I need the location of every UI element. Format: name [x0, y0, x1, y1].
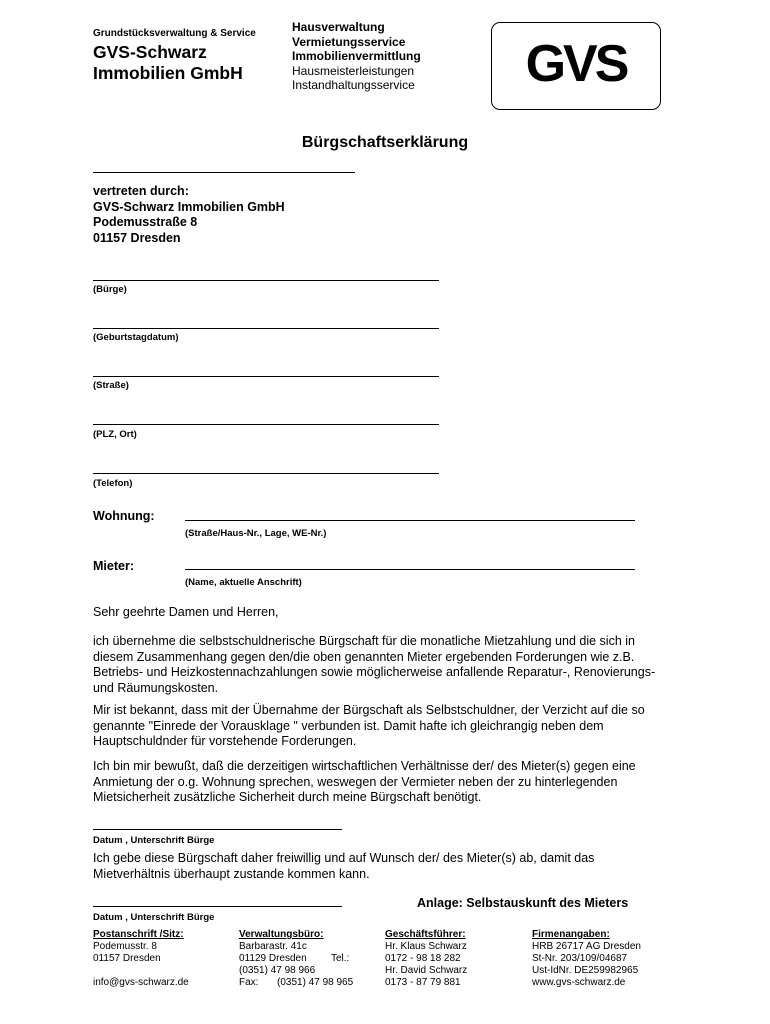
footer-gf-line2: 0172 - 98 18 282: [385, 953, 461, 964]
field-strasse-label: (Straße): [93, 380, 129, 391]
footer-firmenangaben: [532, 929, 669, 989]
footer-geschaeftsfuehrer: [385, 929, 507, 989]
field-buerge-line[interactable]: [93, 280, 439, 281]
service-vermietung: Vermietungsservice: [292, 34, 406, 49]
footer-fa-line2: St-Nr. 203/109/04687: [532, 953, 628, 964]
service-vermittlung: Immobilienvermittlung: [292, 49, 421, 63]
services-list: [292, 20, 421, 93]
paragraph-2: Mir ist bekannt, dass mit der Übernahme der Bürgschaft als Selbstschuldner, der Verzicht auf die so genannte "Einrede der Vorausklage " verbunden ist. Damit hafte ich gleichrangig neben dem Hauptschuldnder für vorstehende Forderungen.: [93, 703, 645, 748]
signature2-line[interactable]: [93, 906, 342, 907]
footer-postanschrift-line2: 01157 Dresden: [93, 953, 161, 964]
service-hausverwaltung: Hausverwaltung: [292, 20, 385, 34]
signature1-line[interactable]: [93, 829, 342, 830]
logo-graphic: [492, 23, 660, 109]
company-name-line2: Immobilien GmbH: [93, 63, 243, 83]
footer-tel-label: Tel.:: [331, 953, 350, 964]
recipient-line1: vertreten durch:: [93, 184, 189, 198]
salutation: Sehr geehrte Damen und Herren,: [93, 605, 279, 619]
footer-fa-line1: HRB 26717 AG Dresden: [532, 941, 641, 952]
field-telefon-line[interactable]: [93, 473, 439, 474]
wohnung-line[interactable]: [185, 520, 635, 521]
signature1-label: Datum , Unterschrift Bürge: [93, 835, 215, 846]
recipient-block: [93, 184, 285, 246]
service-instandhaltung: Instandhaltungsservice: [292, 78, 415, 92]
field-telefon-label: (Telefon): [93, 478, 133, 489]
footer-gf-line4: 0173 - 87 79 881: [385, 977, 461, 988]
footer-fax-label: Fax:: [239, 977, 259, 988]
company-logo: [491, 22, 661, 110]
signature2-label: Datum , Unterschrift Bürge: [93, 912, 215, 923]
document-title: Bürgschaftserklärung: [301, 134, 469, 151]
recipient-line3: Podemusstraße 8: [93, 215, 198, 229]
footer-geschaeftsfuehrer-heading: Geschäftsführer:: [385, 929, 466, 940]
svg-text:GVS: GVS: [525, 35, 627, 93]
footer-verwaltung-phone: (0351) 47 98 966: [239, 965, 316, 976]
mieter-hint: (Name, aktuelle Anschrift): [185, 577, 302, 588]
footer-gf-line1: Hr. Klaus Schwarz: [385, 941, 467, 952]
footer-postanschrift-heading: Postanschrift /Sitz:: [93, 929, 184, 940]
wohnung-label: Wohnung:: [93, 509, 155, 523]
footer-verwaltung-line2: 01129 Dresden: [239, 953, 307, 964]
footer-firmenangaben-heading: Firmenangaben:: [532, 929, 610, 940]
recipient-line[interactable]: [93, 172, 355, 173]
footer-verwaltung: [239, 929, 369, 989]
footer-email-link[interactable]: info@gvs-schwarz.de: [93, 977, 189, 988]
footer-postanschrift: [93, 929, 216, 989]
field-plz-ort-label: (PLZ, Ort): [93, 429, 137, 440]
wohnung-hint: (Straße/Haus-Nr., Lage, WE-Nr.): [185, 528, 327, 539]
field-geburtstag-label: (Geburtstagdatum): [93, 332, 179, 343]
paragraph-1: ich übernehme die selbstschuldnerische Bürgschaft für die monatliche Mietzahlung und die sich in diesem Zusammenhang gegen den/die oben genannten Mieter ergebenden Forderungen wie z.B. Betriebs- und Heizkostennachzahlungen sowie möglicherweise anfallende Reparatur-, Renovierungs-und Räumungskosten.: [93, 634, 656, 695]
footer-postanschrift-line1: Podemusstr. 8: [93, 941, 157, 952]
footer-fax-value: (0351) 47 98 965: [277, 977, 354, 988]
footer-fa-line3: Ust-IdNr. DE259982965: [532, 965, 639, 976]
recipient-line4: 01157 Dresden: [93, 230, 181, 245]
recipient-line2: GVS-Schwarz Immobilien GmbH: [93, 199, 285, 214]
attachment-note: Anlage: Selbstauskunft des Mieters: [417, 896, 629, 910]
service-hausmeister: Hausmeisterleistungen: [292, 63, 415, 78]
closing-text: Ich gebe diese Bürgschaft daher freiwillig und auf Wunsch der/ des Mieter(s) ab, damit das Mietverhältnis überhaupt zustande kommen kann.: [93, 851, 595, 881]
field-strasse-line[interactable]: [93, 376, 439, 377]
field-buerge-label: (Bürge): [93, 284, 127, 295]
field-geburtstag-line[interactable]: [93, 328, 439, 329]
company-tagline: Grundstücksverwaltung & Service: [93, 28, 256, 39]
mieter-label: Mieter:: [93, 559, 134, 573]
company-name-line1: GVS-Schwarz: [93, 42, 207, 62]
mieter-line[interactable]: [185, 569, 635, 570]
field-plz-ort-line[interactable]: [93, 424, 439, 425]
company-name: [93, 42, 243, 84]
footer-gf-line3: Hr. David Schwarz: [385, 965, 468, 976]
paragraph-3: Ich bin mir bewußt, daß die derzeitigen wirtschaftlichen Verhältnisse der/ des Mieter(s) gegen eine Anmietung der o.g. Wohnung sprechen, weswegen der Vermieter neben der zu hinterlegenden Mietsicherheit zusätzliche Sicherheit durch meine Bürgschaft benötigt.: [93, 759, 636, 804]
footer-website-link[interactable]: www.gvs-schwarz.de: [532, 977, 626, 988]
footer-verwaltung-heading: Verwaltungsbüro:: [239, 929, 324, 940]
footer-verwaltung-line1: Barbarastr. 41c: [239, 941, 307, 952]
